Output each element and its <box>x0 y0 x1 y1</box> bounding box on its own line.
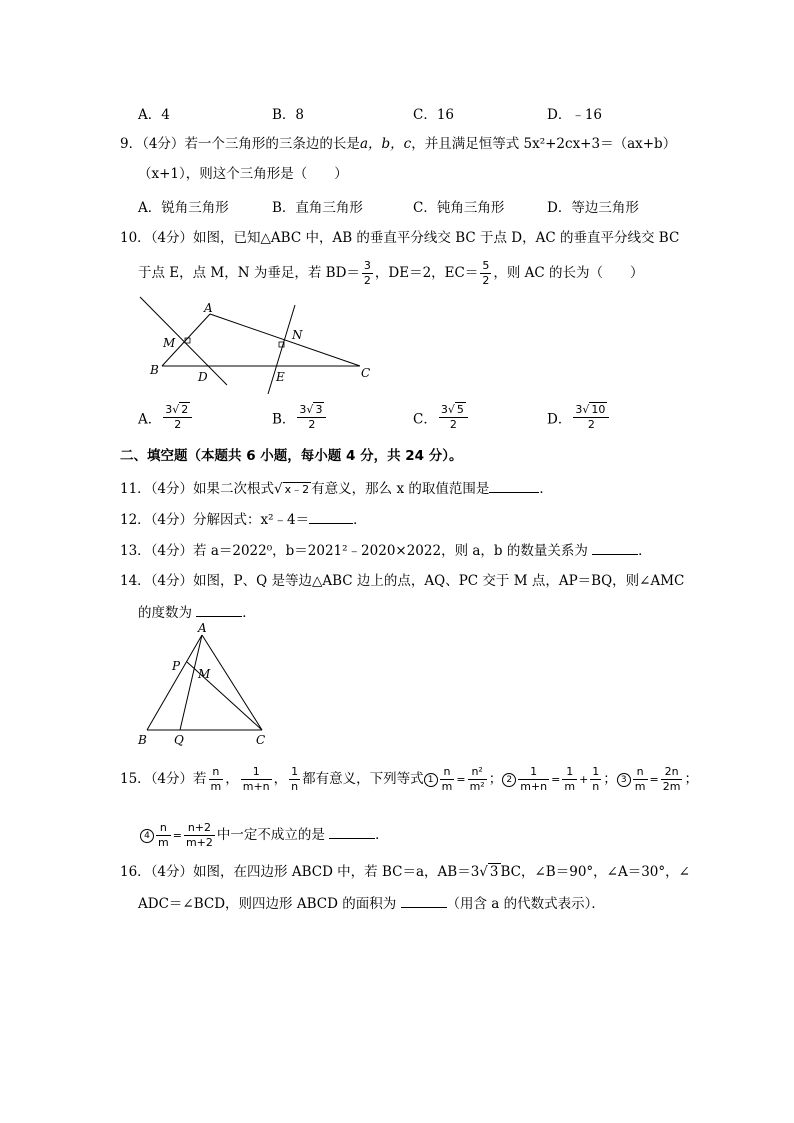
q12-line: 12．（4分）分解因式：x²﹣4＝ ． <box>120 509 367 530</box>
q13-answer-blank[interactable] <box>592 540 638 555</box>
q15-answer-blank[interactable] <box>329 824 375 839</box>
q16-line2: ADC＝∠BCD，则四边形 ABCD 的面积为 （用含 a 的代数式表示）． <box>138 893 605 914</box>
label-p: P <box>172 659 181 673</box>
side-ac <box>202 635 262 730</box>
q10-line2: 于点 E，点 M，N 为垂足，若 BD＝ $\frac{3}{2}$ ，DE＝2，EC＝ $\frac{5}{2}$ ，则 AC 的长为（ ） <box>138 259 644 287</box>
q10-option-a: A． $\frac{3√ 2}{2}$ <box>138 403 194 432</box>
q9-option-a: A．锐角三角形 <box>138 200 229 216</box>
label-b: B <box>150 363 159 377</box>
q15-line1: 15．（4分）若 $\frac{n}{m}$ ， $\frac{1}{m+n}$ ， $\frac{1}{n}$ 都有意义，下列等式 1 $\frac{n}{m}$ = $\frac{\text{n²}}{\text{m²}}$ ； 2 $\frac{1}{m+n}$ = $\frac{1}{m}$ + $\frac{1}{n}$ ； 3 $\frac{n}{m}$ = $\frac{2n}{2m}$ ； <box>120 765 698 793</box>
label-d: D <box>198 370 208 384</box>
label-m: M <box>163 336 176 350</box>
q12-answer-blank[interactable] <box>309 509 353 524</box>
segment-aq <box>180 635 202 730</box>
label-q: Q <box>174 733 184 747</box>
eq3-mark: 3 <box>617 773 631 787</box>
eq4-mark: 4 <box>140 829 154 843</box>
q8-option-d: D．﹣16 <box>547 107 603 123</box>
side-ac <box>210 314 360 366</box>
q14-line2: 的度数为 ． <box>138 602 256 623</box>
q9-line2: （x+1），则这个三角形是（ ） <box>138 166 348 182</box>
q9-line1: 9．（4分）若一个三角形的三条边的长是a，b，c，并且满足恒等式 5x²+2cx+3＝（ax+b） <box>120 136 677 152</box>
bd-fraction: $\frac{3}{2}$ <box>363 259 371 287</box>
label-c: C <box>256 733 266 747</box>
q11-line: 11．（4分）如果二次根式√ x﹣2 有意义，那么 x 的取值范围是 ． <box>120 478 553 500</box>
q10-line1: 10．（4分）如图，已知△ABC 中，AB 的垂直平分线交 BC 于点 D，AC 的垂直平分线交 BC <box>120 230 680 246</box>
q13-line: 13．（4分）若 a＝2022⁰，b＝2021²﹣2020×2022，则 a，b 的数量关系为 ． <box>120 540 652 561</box>
q11-answer-blank[interactable] <box>489 478 539 493</box>
q16-line1: 16．（4分）如图，在四边形 ABCD 中，若 BC＝a，AB＝3√ 3 BC，∠B＝90°，∠A＝30°，∠ <box>120 864 690 880</box>
label-a: A <box>204 301 213 315</box>
q8-option-c: C．16 <box>413 107 455 123</box>
q9-option-d: D．等边三角形 <box>547 200 639 216</box>
eq2-mark: 2 <box>502 773 516 787</box>
q14-line1: 14．（4分）如图，P、Q 是等边△ABC 边上的点，AQ、PC 交于 M 点，AP＝BQ，则∠AMC <box>120 573 685 589</box>
q10-option-b: B． $\frac{3√ 3}{2}$ <box>272 403 328 432</box>
side-ab <box>147 635 202 730</box>
q14-answer-blank[interactable] <box>196 602 242 617</box>
q10-option-d: D． $\frac{3√ 10}{2}$ <box>547 403 611 432</box>
q9-option-c: C．钝角三角形 <box>413 200 505 216</box>
q10-figure <box>135 292 385 402</box>
eq1-mark: 1 <box>424 773 438 787</box>
q8-option-a: A．4 <box>138 107 170 123</box>
label-a: A <box>198 622 207 635</box>
q10-option-c: C． $\frac{3√ 5}{2}$ <box>413 403 470 432</box>
label-m: M <box>198 667 211 681</box>
label-b: B <box>138 733 147 747</box>
q14-figure <box>132 622 282 750</box>
q16-answer-blank[interactable] <box>401 893 447 908</box>
section-title: 二、填空题（本题共 6 小题，每小题 4 分，共 24 分）。 <box>120 448 463 464</box>
ec-fraction: $\frac{5}{2}$ <box>482 259 490 287</box>
label-n: N <box>292 328 303 342</box>
label-e: E <box>276 370 285 384</box>
q15-line2: 4 $\frac{n}{m}$ = $\frac{n+2}{m+2}$ 中一定不成立的是 ． <box>140 818 389 853</box>
label-c: C <box>361 366 371 380</box>
q8-option-b: B．8 <box>272 107 305 123</box>
q9-option-b: B．直角三角形 <box>272 200 363 216</box>
